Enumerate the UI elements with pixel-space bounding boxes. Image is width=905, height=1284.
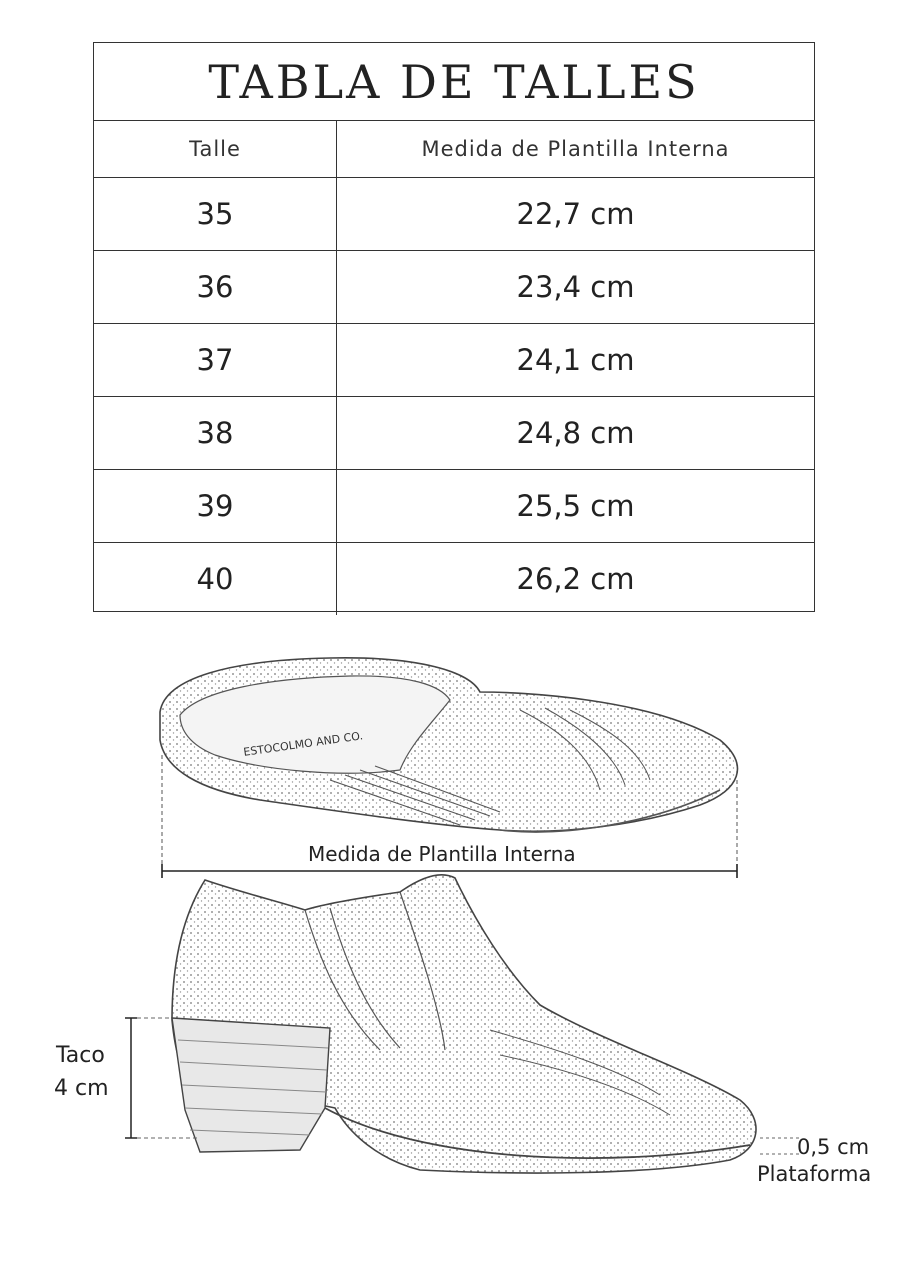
measure-cell: 24,1 cm — [516, 343, 635, 377]
table-header-row — [94, 121, 814, 178]
table-row — [94, 397, 814, 470]
insole-measure-label: Medida de Plantilla Interna — [308, 842, 576, 866]
shoe-diagram — [0, 630, 905, 1280]
size-cell: 35 — [94, 178, 337, 250]
measure-cell: 23,4 cm — [516, 270, 635, 304]
shoe-side-view — [172, 875, 756, 1173]
table-row — [94, 543, 814, 615]
size-cell: 40 — [94, 543, 337, 615]
table-row — [94, 178, 814, 251]
measure-cell: 22,7 cm — [516, 197, 635, 231]
table-row — [94, 324, 814, 397]
header-measure: Medida de Plantilla Interna — [421, 137, 730, 161]
size-cell: 36 — [94, 251, 337, 323]
table-title: TABLA DE TALLES — [94, 43, 814, 121]
platform-label: Plataforma — [757, 1162, 872, 1186]
measure-cell: 26,2 cm — [516, 562, 635, 596]
table-row — [94, 470, 814, 543]
platform-value: 0,5 cm — [797, 1135, 870, 1159]
size-cell: 38 — [94, 397, 337, 469]
measure-cell: 24,8 cm — [516, 416, 635, 450]
measure-cell: 25,5 cm — [516, 489, 635, 523]
header-size: Talle — [94, 121, 337, 177]
size-cell: 37 — [94, 324, 337, 396]
heel-label-line1: Taco — [56, 1043, 105, 1068]
table-row — [94, 251, 814, 324]
heel-label-line2: 4 cm — [54, 1076, 109, 1101]
size-cell: 39 — [94, 470, 337, 542]
insole-brand: ESTOCOLMO AND CO. — [242, 729, 364, 759]
size-chart-table — [93, 42, 815, 612]
